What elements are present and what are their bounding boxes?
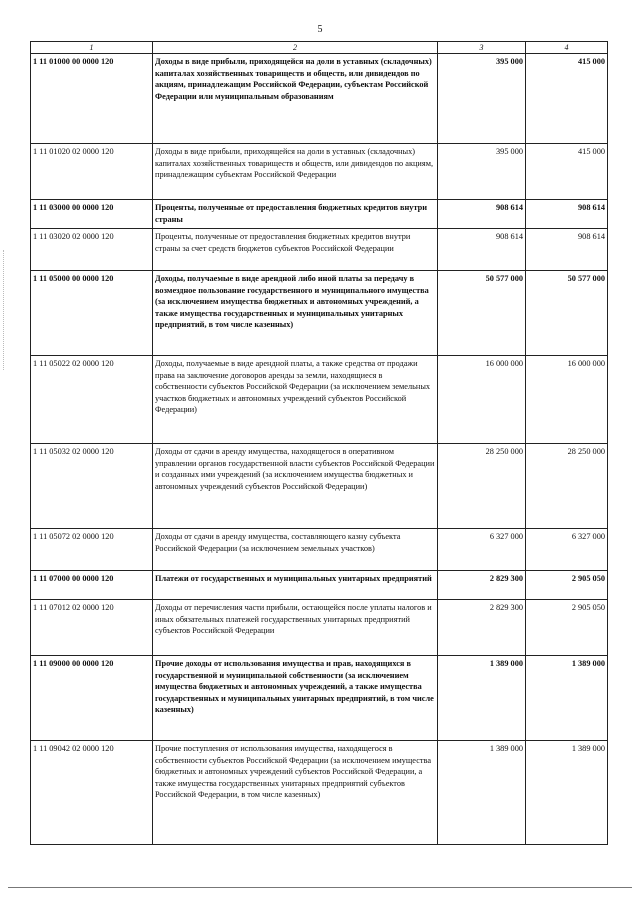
revenue-table [30,41,608,845]
row-value-year2: 2 905 050 [526,600,608,656]
table-row [31,200,608,229]
column-header-code: 1 [31,42,153,54]
row-value-year1: 395 000 [438,54,526,144]
row-value-year1: 908 614 [438,200,526,229]
table-row [31,54,608,144]
row-code: 1 11 03000 00 0000 120 [31,200,153,229]
table-row [31,444,608,529]
row-value-year2: 908 614 [526,200,608,229]
row-description: Прочие поступления от использования имущества, находящегося в собственности субъектов Российской Федерации (за исключением имущества бюджетных и автономных учреждений субъектов Российской Федерации, а также имущества государственных унитарных предприятий субъектов Российской Федерации, в том числе казенных) [153,741,438,845]
row-description: Доходы от перечисления части прибыли, остающейся после уплаты налогов и иных обязательных платежей государственных унитарных предприятий субъектов Российской Федерации [153,600,438,656]
row-code: 1 11 05072 02 0000 120 [31,529,153,571]
row-value-year2: 50 577 000 [526,271,608,356]
row-value-year2: 415 000 [526,144,608,200]
row-value-year1: 1 389 000 [438,741,526,845]
row-code: 1 11 07000 00 0000 120 [31,571,153,600]
table-row [31,571,608,600]
column-header-name: 2 [153,42,438,54]
row-value-year2: 415 000 [526,54,608,144]
row-code: 1 11 01020 02 0000 120 [31,144,153,200]
row-description: Доходы от сдачи в аренду имущества, составляющего казну субъекта Российской Федерации (за исключением земельных участков) [153,529,438,571]
row-value-year1: 2 829 300 [438,600,526,656]
row-code: 1 11 07012 02 0000 120 [31,600,153,656]
table-row [31,741,608,845]
row-description: Доходы от сдачи в аренду имущества, находящегося в оперативном управлении органов государственной власти субъектов Российской Федерации и созданных ими учреждений (за исключением имущества бюджетных и автономных учреждений субъектов Российской Федерации) [153,444,438,529]
row-value-year1: 50 577 000 [438,271,526,356]
page-number: 5 [317,24,323,35]
row-code: 1 11 05022 02 0000 120 [31,356,153,444]
row-description: Доходы, получаемые в виде арендной либо иной платы за передачу в возмездное пользование государственного и муниципального имущества (за исключением имущества бюджетных и автономных учреждений, а также имущества государственных и муниципальных унитарных предприятий, в том числе казенных) [153,271,438,356]
table-row [31,600,608,656]
column-header-year2: 4 [526,42,608,54]
table-row [31,529,608,571]
row-value-year1: 908 614 [438,229,526,271]
row-value-year1: 1 389 000 [438,656,526,741]
row-code: 1 11 01000 00 0000 120 [31,54,153,144]
margin-scan-artifact [3,250,4,370]
row-description: Проценты, полученные от предоставления бюджетных кредитов внутри страны за счет средств бюджетов субъектов Российской Федерации [153,229,438,271]
row-value-year1: 6 327 000 [438,529,526,571]
row-value-year2: 1 389 000 [526,741,608,845]
row-value-year2: 908 614 [526,229,608,271]
row-value-year2: 16 000 000 [526,356,608,444]
row-description: Платежи от государственных и муниципальных унитарных предприятий [153,571,438,600]
row-code: 1 11 03020 02 0000 120 [31,229,153,271]
table-row [31,271,608,356]
row-value-year1: 395 000 [438,144,526,200]
row-value-year1: 2 829 300 [438,571,526,600]
row-value-year2: 2 905 050 [526,571,608,600]
row-code: 1 11 09042 02 0000 120 [31,741,153,845]
row-description: Проценты, полученные от предоставления бюджетных кредитов внутри страны [153,200,438,229]
bottom-rule [8,887,632,888]
table-row [31,356,608,444]
row-value-year2: 6 327 000 [526,529,608,571]
row-description: Доходы в виде прибыли, приходящейся на доли в уставных (складочных) капиталах хозяйственных товариществ и обществ, или дивидендов по акциям, принадлежащим Российской Федерации, субъектам Российской Федерации или муниципальным образованиям [153,54,438,144]
row-description: Доходы в виде прибыли, приходящейся на доли в уставных (складочных) капиталах хозяйственных товариществ и обществ, или дивидендов по акциям, принадлежащим субъектам Российской Федерации [153,144,438,200]
table-header-row [31,42,608,54]
row-value-year1: 16 000 000 [438,356,526,444]
row-code: 1 11 05000 00 0000 120 [31,271,153,356]
column-header-year1: 3 [438,42,526,54]
row-value-year2: 28 250 000 [526,444,608,529]
table-row [31,656,608,741]
row-value-year1: 28 250 000 [438,444,526,529]
table-row [31,144,608,200]
row-description: Прочие доходы от использования имущества и прав, находящихся в государственной и муниципальной собственности (за исключением имущества бюджетных и автономных учреждений, а также имущества государственных и муниципальных унитарных предприятий, в том числе казенных) [153,656,438,741]
row-value-year2: 1 389 000 [526,656,608,741]
row-code: 1 11 09000 00 0000 120 [31,656,153,741]
row-code: 1 11 05032 02 0000 120 [31,444,153,529]
table-row [31,229,608,271]
row-description: Доходы, получаемые в виде арендной платы, а также средства от продажи права на заключение договоров аренды за земли, находящиеся в собственности субъектов Российской Федерации (за исключением земельных участков бюджетных и автономных учреждений субъектов Российской Федерации) [153,356,438,444]
